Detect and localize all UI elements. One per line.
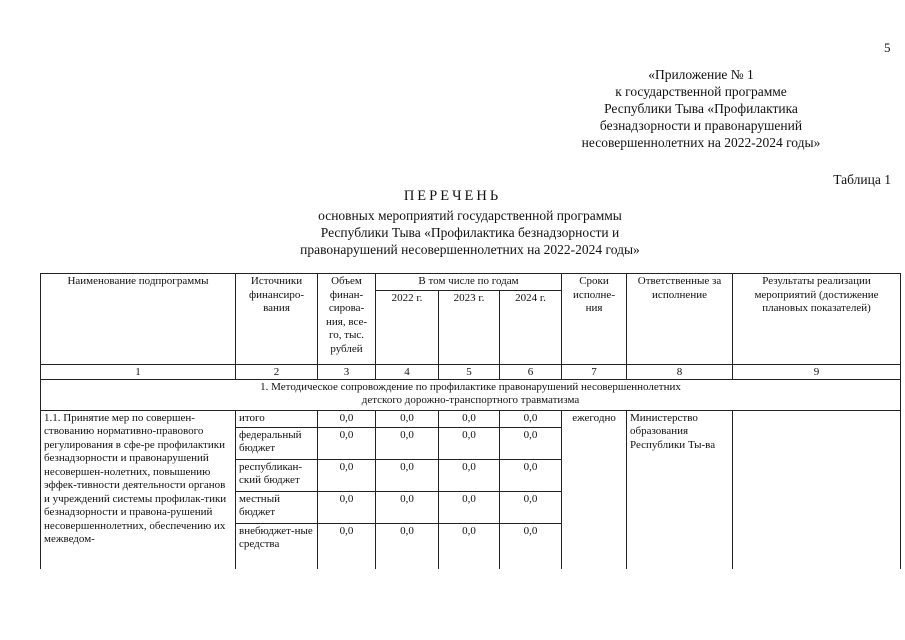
column-number-row [41,364,901,379]
year-2024-cell: 0,0 [500,410,562,427]
total-cell: 0,0 [318,491,376,523]
header-name: Наименование подпрограммы [41,274,236,365]
header-year-2023: 2023 г. [439,290,500,364]
column-number: 3 [318,364,376,379]
year-2023-cell: 0,0 [439,410,500,427]
source-cell: внебюджет-ные средства [236,523,318,569]
measures-table [40,273,901,569]
year-2022-cell: 0,0 [376,491,439,523]
table-label: Таблица 1 [833,172,891,187]
total-cell: 0,0 [318,427,376,459]
year-2024-cell: 0,0 [500,523,562,569]
year-2022-cell: 0,0 [376,459,439,491]
subtitle-line: основных мероприятий государственной программы [318,208,622,223]
column-number: 5 [439,364,500,379]
column-number: 8 [627,364,733,379]
year-2022-cell: 0,0 [376,523,439,569]
column-number: 9 [733,364,901,379]
appendix-line: «Приложение № 1 [648,67,754,82]
year-2024-cell: 0,0 [500,427,562,459]
appendix-line: несовершеннолетних на 2022-2024 годы» [581,135,821,150]
appendix-line: Республики Тыва «Профилактика [604,101,798,116]
header-volume: Объем финан-сирова-ния, все-го, тыс. рублей [318,274,376,365]
year-2023-cell: 0,0 [439,459,500,491]
year-2022-cell: 0,0 [376,410,439,427]
appendix-line: безнадзорности и правонарушений [599,118,803,133]
total-cell: 0,0 [318,459,376,491]
year-2023-cell: 0,0 [439,427,500,459]
table-row [41,410,901,427]
result-cell [733,410,901,569]
section-title [41,379,901,410]
year-2024-cell: 0,0 [500,491,562,523]
column-number: 6 [500,364,562,379]
column-number: 7 [562,364,627,379]
column-number: 2 [236,364,318,379]
total-cell: 0,0 [318,523,376,569]
column-number: 4 [376,364,439,379]
year-2023-cell: 0,0 [439,491,500,523]
column-number: 1 [41,364,236,379]
header-responsible: Ответственные за исполнение [627,274,733,365]
total-cell: 0,0 [318,410,376,427]
page-number: 5 [884,40,891,55]
appendix-note [511,66,891,151]
header-year-2024: 2024 г. [500,290,562,364]
header-by-years: В том числе по годам [376,274,562,291]
year-2024-cell: 0,0 [500,459,562,491]
source-cell: федеральный бюджет [236,427,318,459]
section-title-text: 1. Методическое сопровождение по профилактике правонарушений несовершеннолетних детского дорожно-транспортного травматизма [260,380,681,406]
source-cell: итого [236,410,318,427]
header-terms: Сроки исполне-ния [562,274,627,365]
header-results: Результаты реализации мероприятий (достижение плановых показателей) [733,274,901,365]
document-subtitle [200,207,740,258]
source-cell: республикан-ский бюджет [236,459,318,491]
header-sources: Источники финансиро-вания [236,274,318,365]
appendix-line: к государственной программе [615,84,787,99]
responsible-cell: Министерство образования Республики Ты-ва [627,410,733,569]
header-year-2022: 2022 г. [376,290,439,364]
document-title: ПЕРЕЧЕНЬ [403,188,502,204]
year-2023-cell: 0,0 [439,523,500,569]
term-cell: ежегодно [562,410,627,569]
item-name: 1.1. Принятие мер по совершен-ствованию нормативно-правового регулирования в сфе-ре профилактики безнадзорности и правонарушений несовершен-нолетних, повышению эффек-тивности деятельности органов и учреждений системы профилак-тики безнадзорности и правона-рушений несовершеннолетних, обеспечению их межведом- [41,410,236,569]
source-cell: местный бюджет [236,491,318,523]
subtitle-line: Республики Тыва «Профилактика безнадзорности и [320,225,620,240]
subtitle-line: правонарушений несовершеннолетних на 2022-2024 годы» [300,242,640,257]
year-2022-cell: 0,0 [376,427,439,459]
